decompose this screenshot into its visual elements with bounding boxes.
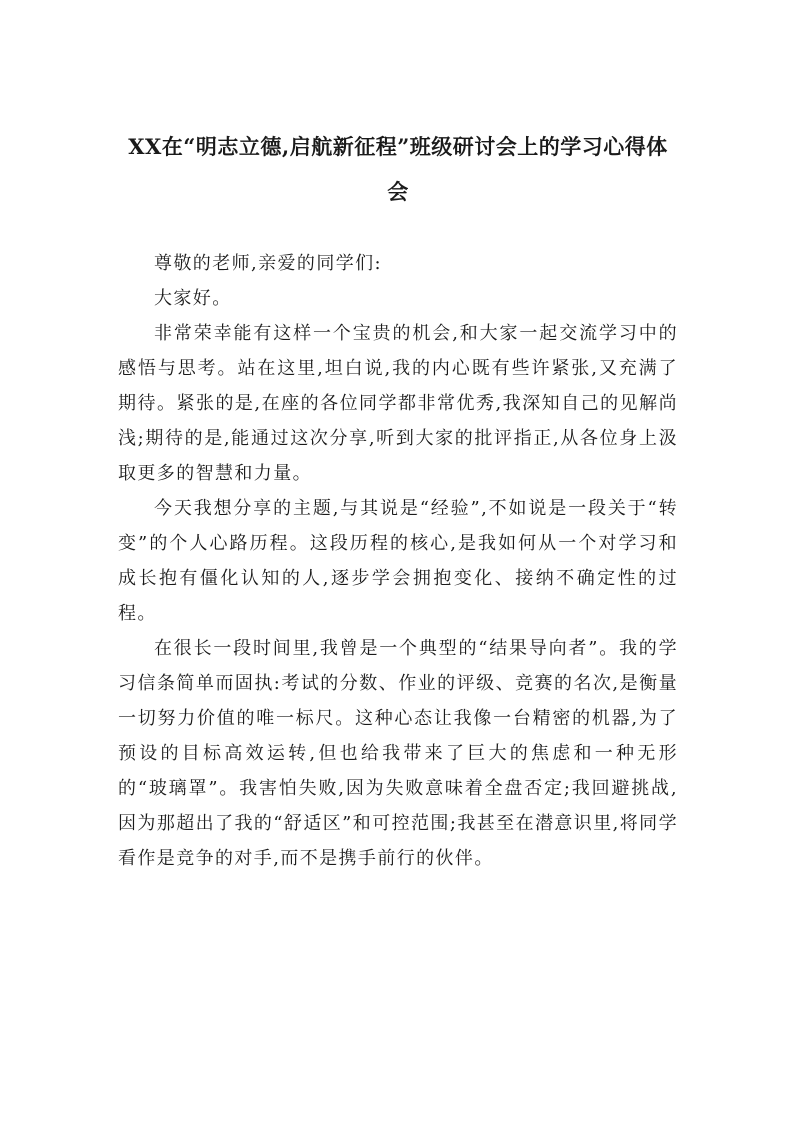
paragraph-intro: 非常荣幸能有这样一个宝贵的机会,和大家一起交流学习中的感悟与思考。站在这里,坦白说,我的内心既有些许紧张,又充满了期待。紧张的是,在座的各位同学都非常优秀,我深知自己的见解尚浅;期待的是,能通过这次分享,听到大家的批评指正,从各位身上汲取更多的智慧和力量。 bbox=[118, 323, 678, 484]
document-body bbox=[118, 246, 678, 876]
greeting: 大家好。 bbox=[154, 288, 232, 309]
salutation: 尊敬的老师,亲爱的同学们: bbox=[154, 253, 382, 274]
paragraph-reflection: 在很长一段时间里,我曾是一个典型的“结果导向者”。我的学习信条简单而固执:考试的分数、作业的评级、竞赛的名次,是衡量一切努力价值的唯一标尺。这种心态让我像一台精密的机器,为了预设的目标高效运转,但也给我带来了巨大的焦虑和一种无形的“玻璃罩”。我害怕失败,因为失败意味着全盘否定;我回避挑战,因为那超出了我的“舒适区”和可控范围;我甚至在潜意识里,将同学看作是竞争的对手,而不是携手前行的伙伴。 bbox=[118, 638, 678, 869]
document-title: XX在“明志立德,启航新征程”班级研讨会上的学习心得体会 bbox=[128, 134, 668, 204]
paragraph-topic: 今天我想分享的主题,与其说是“经验”,不如说是一段关于“转变”的个人心路历程。这段历程的核心,是我如何从一个对学习和成长抱有僵化认知的人,逐步学会拥抱变化、接纳不确定性的过程。 bbox=[118, 498, 678, 624]
